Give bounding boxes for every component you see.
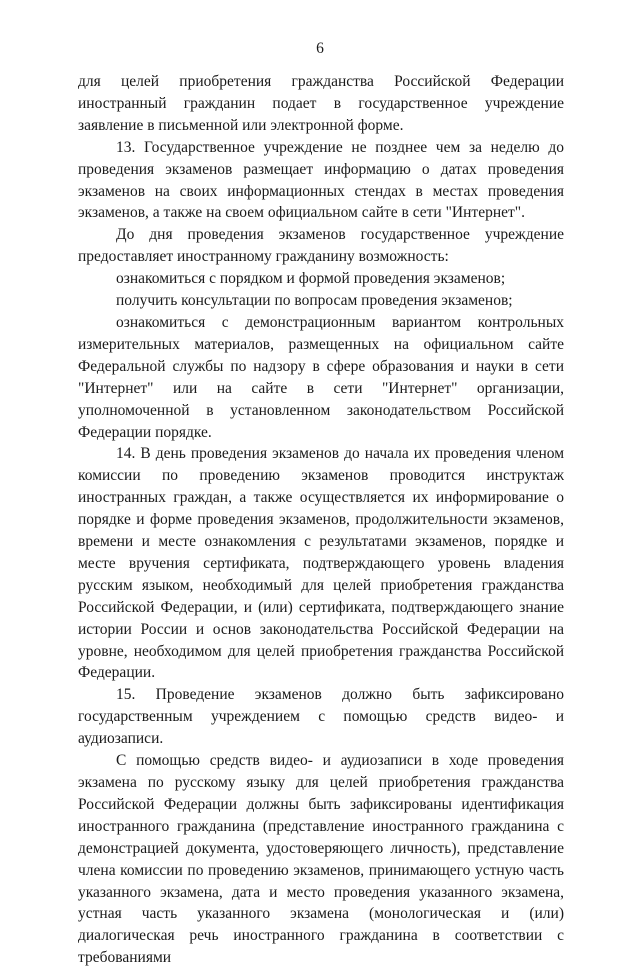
- page-number: 6: [316, 40, 324, 57]
- paragraph-continuation: для целей приобретения гражданства Российской Федерации иностранный гражданин подает в государственное учреждение заявление в письменной или электронной форме.: [78, 73, 564, 134]
- list-item-get-consultation: получить консультации по вопросам проведения экзаменов;: [116, 292, 513, 310]
- paragraph-item-14: 14. В день проведения экзаменов до начала их проведения членом комиссии по проведению экзаменов проводится инструктаж иностранных граждан, а также осуществляется их информирование о порядке и форме проведения экзаменов, продолжительности экзаменов, времени и месте ознакомления с результатами экзаменов, порядке и месте вручения сертификата, подтверждающего уровень владения русским языком, необходимый для целей приобретения гражданства Российской Федерации, и (или) сертификата, подтверждающего знание истории России и основ законодательства Российской Федерации на уровне, необходимом для целей приобретения гражданства Российской Федерации.: [78, 445, 564, 682]
- paragraph-item-13: 13. Государственное учреждение не позднее чем за неделю до проведения экзаменов размещает информацию о датах проведения экзаменов на своих информационных стендах в местах проведения экзаменов, а также на своем официальном сайте в сети "Интернет".: [78, 138, 564, 222]
- list-item-familiarize-procedure: ознакомиться с порядком и формой проведения экзаменов;: [116, 270, 506, 288]
- document-body: [78, 71, 564, 969]
- paragraph-item-15: 15. Проведение экзаменов должно быть зафиксировано государственным учреждением с помощью средств видео- и аудиозаписи.: [78, 686, 564, 748]
- paragraph-recording-details: С помощью средств видео- и аудиозаписи в ходе проведения экзамена по русскому языку для целей приобретения гражданства Российской Федерации должны быть зафиксированы идентификация иностранного гражданина (представление иностранного гражданина с демонстрацией документа, удостоверяющего личность), представление члена комиссии по проведению экзаменов, принимающего устную часть указанного экзамена, дата и место проведения указанного экзамена, устная часть указанного экзамена (монологическая и (или) диалогическая речь иностранного гражданина в соответствии с требованиями: [78, 752, 564, 967]
- paragraph-intro: До дня проведения экзаменов государственное учреждение предоставляет иностранному гражданину возможность:: [78, 226, 564, 266]
- list-item-demo-variant: ознакомиться с демонстрационным вариантом контрольных измерительных материалов, размещенных на официальном сайте Федеральной службы по надзору в сфере образования и науки в сети "Интернет" или на сайте в сети "Интернет" организации, уполномоченной в установленном законодательством Российской Федерации порядке.: [78, 313, 564, 441]
